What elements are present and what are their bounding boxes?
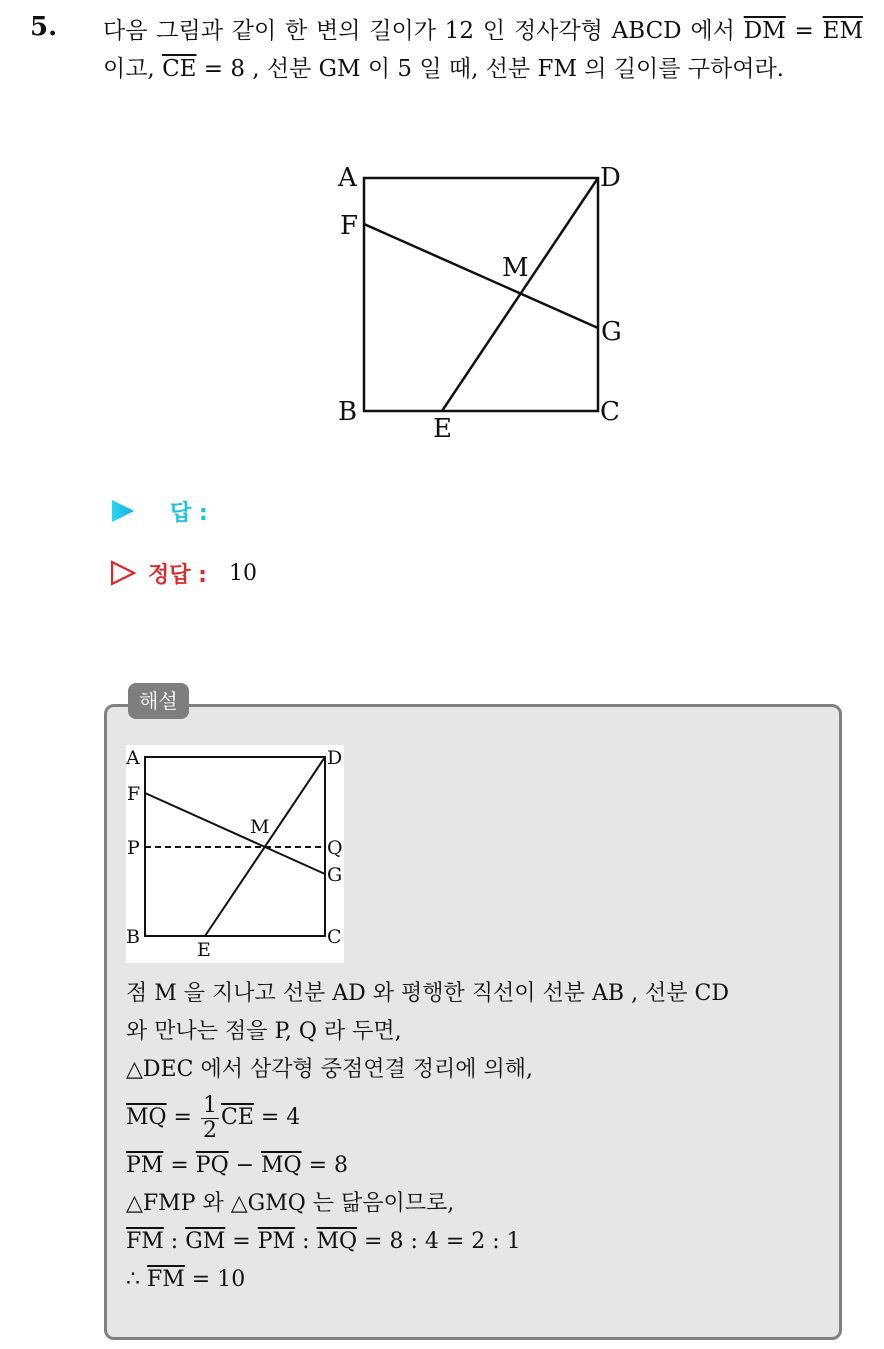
solution-line-pm: $\overline{PM} = \overline{PQ} - \overline{MQ} = 8$ — [126, 1153, 349, 1178]
sol-label-c: C — [327, 926, 342, 948]
segment-fg — [364, 224, 598, 328]
solution-line-mq: $\overline{MQ}$ = $\frac{1}{2}$ $\overline{CE} = 4$ — [126, 1092, 301, 1143]
label-e: E — [433, 414, 452, 444]
correct-label: 정답 : — [148, 562, 207, 588]
solution-line: △FMP 와 △GMQ 는 닮음이므로, — [126, 1191, 455, 1216]
sol-label-b: B — [126, 926, 140, 948]
solution-tag: 해설 — [128, 683, 189, 719]
solution-text — [126, 975, 826, 1299]
label-d: D — [600, 163, 621, 193]
solution-line: 와 만나는 점을 P, Q 라 두면, — [126, 1019, 402, 1044]
solution-line-ratio: $\overline{FM}$ : $\overline{GM} = \overline{PM}$ : $\overline{MQ} = 8$ : 4 = 2 : 1 — [126, 1229, 521, 1254]
answer-arrow-icon — [110, 498, 136, 524]
solution-figure — [126, 745, 344, 963]
solution-line: △DEC 에서 삼각형 중점연결 정리에 의해, — [126, 1057, 533, 1082]
label-c: C — [600, 397, 620, 427]
segment-ce: $\overline{CE}$ — [162, 56, 197, 82]
label-g: G — [601, 317, 622, 347]
question-number: 5. — [30, 12, 58, 42]
sol-label-e: E — [197, 939, 211, 961]
square-abcd — [364, 178, 598, 411]
segment-em: $\overline{EM}$ — [822, 18, 863, 44]
label-a: A — [338, 163, 357, 193]
label-f: F — [340, 211, 359, 241]
question-text: 다음 그림과 같이 한 변의 길이가 12 인 정사각형 ABCD 에서 $\overline{DM} = \overline{EM}$ 이고, $\overline{CE} = 8$ , 선분 GM 이 5 일 때, 선분 FM 의 길이를 구하여라. — [103, 18, 863, 82]
sol-label-a: A — [126, 747, 140, 769]
solution-line: 점 M 을 지나고 선분 AD 와 평행한 직선이 선분 AB , 선분 CD — [126, 981, 730, 1006]
fraction-one-half: $\frac{1}{2}$ — [202, 1092, 217, 1143]
sol-label-p: P — [127, 837, 140, 859]
correct-arrow-icon — [110, 560, 136, 586]
sol-label-d: D — [327, 747, 343, 769]
answer-label: 답 : — [170, 500, 208, 526]
square-figure — [330, 150, 640, 450]
label-m: M — [502, 253, 529, 283]
sol-label-g: G — [327, 864, 343, 886]
solution-line-conclusion: ∴ $\overline{FM} = 10$ — [126, 1267, 246, 1292]
sol-label-m: M — [250, 816, 270, 838]
sol-label-f: F — [127, 783, 141, 805]
correct-value: 10 — [228, 560, 257, 586]
correct-answer-row — [110, 555, 257, 591]
sol-label-q: Q — [327, 837, 343, 859]
label-b: B — [338, 397, 358, 427]
segment-dm: $\overline{DM}$ — [743, 18, 786, 44]
answer-row — [110, 493, 208, 529]
